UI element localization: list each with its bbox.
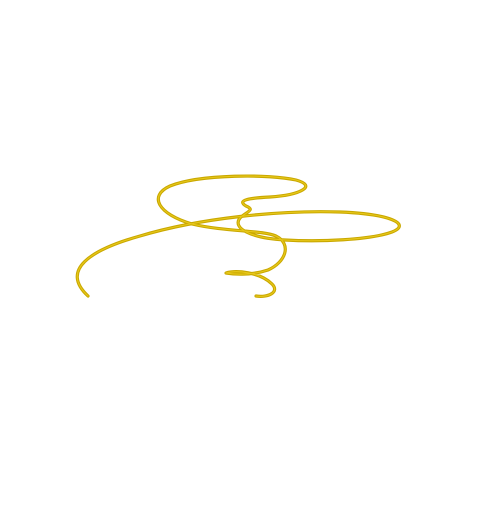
- swirl-curve-highlight: [77, 176, 399, 296]
- swirl-curve-stroke: [77, 176, 399, 296]
